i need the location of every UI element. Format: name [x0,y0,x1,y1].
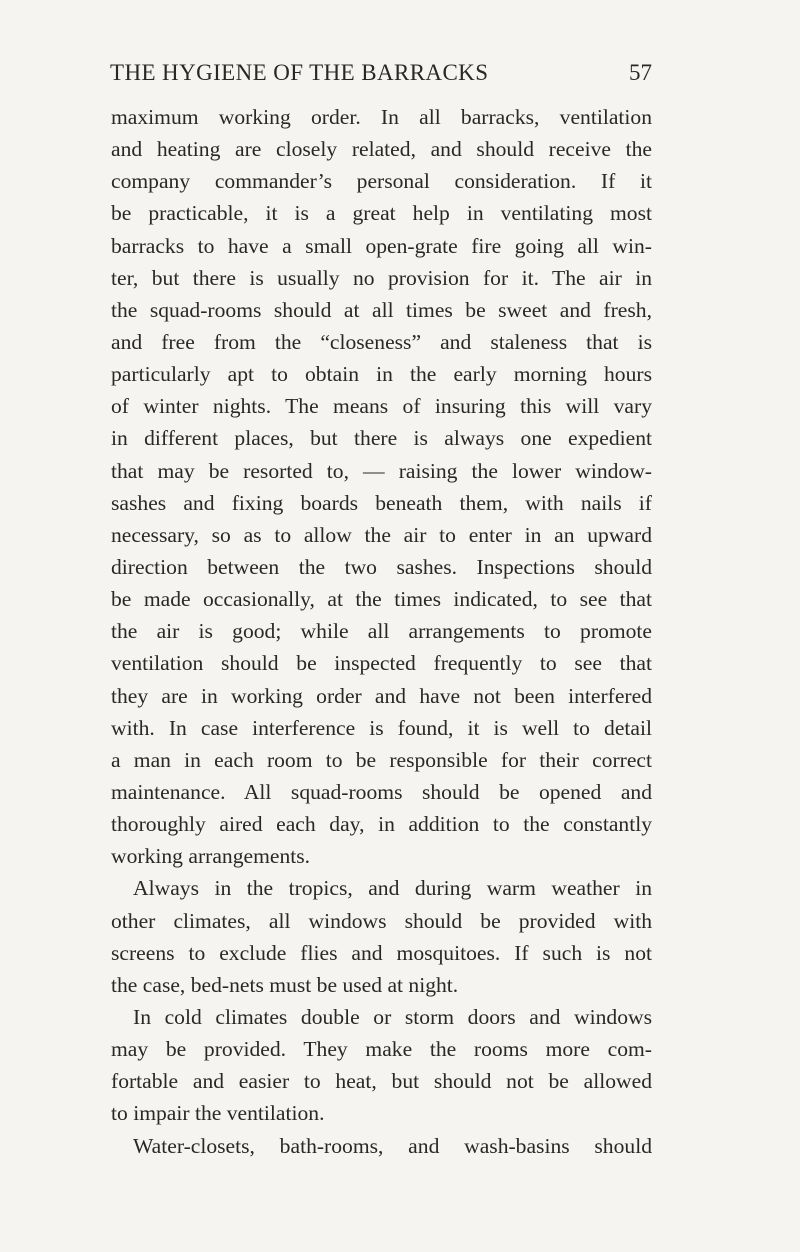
text-line: other climates, all windows should be provided with [111,908,652,933]
text-line: necessary, so as to allow the air to enter in an upward [111,522,652,547]
text-line: the air is good; while all arrangements to promote [111,619,652,644]
text-line: maintenance. All squad-rooms should be opened and [111,779,652,804]
text-line: maximum working order. In all barracks, ventilation [111,105,652,129]
text-line: that may be resorted to, — raising the lower window- [111,458,652,483]
text-line: the squad-rooms should at all times be sweet and fresh, [111,297,652,322]
running-head [110,60,652,90]
text-line: barracks to have a small open-grate fire going all win- [111,233,652,258]
text-line: thoroughly aired each day, in addition to the constantly [111,812,652,837]
text-line: screens to exclude flies and mosquitoes. If such is not [111,940,652,965]
paragraph-first-line: Water-closets, bath-rooms, and wash-basins should [133,1133,652,1158]
text-line: and heating are closely related, and should receive the [111,137,652,162]
text-line: and free from the “closeness” and staleness that is [111,329,652,354]
text-line: particularly apt to obtain in the early morning hours [111,362,652,387]
text-line: with. In case interference is found, it is well to detail [111,715,652,740]
text-line: ter, but there is usually no provision for it. The air in [111,265,652,290]
text-line: in different places, but there is always one expedient [111,426,652,451]
text-line: ventilation should be inspected frequently to see that [111,651,652,676]
text-line: be practicable, it is a great help in ventilating most [111,201,652,226]
text-line: sashes and fixing boards beneath them, with nails if [111,490,652,515]
page-number: 57 [629,60,652,85]
paragraph-end-line: the case, bed-nets must be used at night. [111,972,459,997]
body-text [111,101,652,1162]
text-line: of winter nights. The means of insuring this will vary [111,394,652,419]
text-line: company commander’s personal consideration. If it [111,169,652,194]
paragraph-end-line: working arrangements. [111,844,311,869]
text-line: be made occasionally, at the times indicated, to see that [111,587,652,612]
paragraph-first-line: Always in the tropics, and during warm weather in [133,876,652,901]
text-line: a man in each room to be responsible for their correct [111,747,652,772]
paragraph-end-line: to impair the ventilation. [111,1101,325,1126]
text-line: direction between the two sashes. Inspections should [111,554,652,579]
text-line: may be provided. They make the rooms more com- [111,1037,652,1062]
paragraph-first-line: In cold climates double or storm doors and windows [133,1004,652,1029]
text-line: they are in working order and have not been interfered [111,683,652,708]
running-title: THE HYGIENE OF THE BARRACKS [110,60,489,85]
text-line: fortable and easier to heat, but should not be allowed [111,1069,652,1094]
